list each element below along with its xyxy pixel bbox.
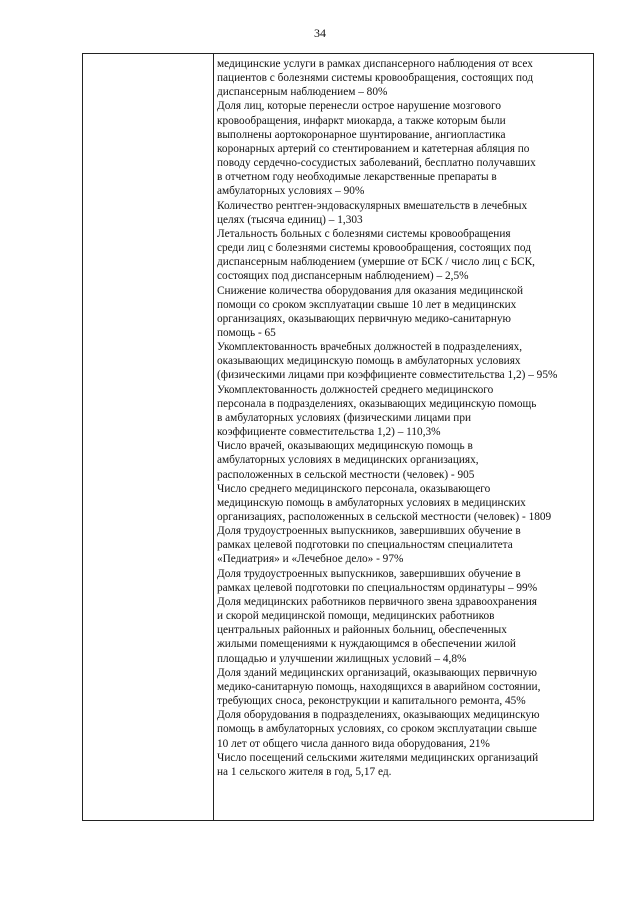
indicator-item [217,340,593,382]
indicator-line: персонала в подразделениях, оказывающих медицинскую помощь [217,397,537,410]
indicator-line: в отчетном году необходимые лекарственные препараты в [217,171,497,184]
indicator-line: Укомплектованность должностей среднего медицинского [217,383,494,396]
indicator-line: диспансерным наблюдением (умершие от БСК / число лиц с БСК, [217,256,535,269]
indicator-line: амбулаторных условиях в медицинских организациях, [217,454,479,467]
indicator-line: медико-санитарную помощь, находящихся в аварийном состоянии, [217,680,541,693]
indicator-line: оказывающих медицинскую помощь в амбулаторных условиях [217,355,521,368]
indicator-line: центральных районных и районных больниц, обеспеченных [217,624,507,637]
indicator-item [217,595,593,666]
indicator-line: помощь в амбулаторных условиях, со сроком эксплуатации свыше [217,723,537,736]
indicator-line: Число врачей, оказывающих медицинскую помощь в [217,440,473,453]
indicator-item [217,751,593,779]
indicator-line: Укомплектованность врачебных должностей в подразделениях, [217,341,523,354]
indicator-line: помощь - 65 [217,326,276,339]
indicator-line: и скорой медицинской помощи, медицинских работников [217,610,495,623]
indicator-item [217,57,593,99]
indicator-line: (физическими лицами при коэффициенте совместительства 1,2) – 95% [217,369,558,382]
indicator-line: среди лиц с болезнями системы кровообращения, состоящих под [217,242,531,255]
indicator-line: требующих сноса, реконструкции и капитального ремонта, 45% [217,695,526,708]
indicator-item [217,99,593,198]
indicator-line: целях (тысяча единиц) – 1,303 [217,213,363,226]
indicator-line: «Педиатрия» и «Лечебное дело» - 97% [217,553,404,566]
indicator-line: помощи со сроком эксплуатации свыше 10 лет в медицинских [217,298,517,311]
indicator-line: кровообращения, инфаркт миокарда, а также которым были [217,114,506,127]
indicator-line: Снижение количества оборудования для оказания медицинской [217,284,524,297]
indicator-line: выполнены аортокоронарное шунтирование, ангиопластика [217,128,506,141]
indicator-line: организациях, расположенных в сельской местности (человек) - 1809 [217,511,552,523]
indicator-line: организациях, оказывающих первичную медико-санитарную [217,312,511,325]
indicator-line: Число среднего медицинского персонала, оказывающего [217,482,491,495]
indicators-table [82,53,594,821]
indicator-line: Доля медицинских работников первичного звена здравоохранения [217,595,538,608]
indicator-line: Доля лиц, которые перенесли острое нарушение мозгового [217,100,502,113]
indicator-line: расположенных в сельской местности (человек) - 905 [217,468,475,481]
indicator-line: диспансерным наблюдением – 80% [217,86,388,99]
indicator-line: коэффициенте совместительства 1,2) – 110,3% [217,426,441,439]
indicator-line: коронарных артерий со стентированием и катетерная абляция по [217,142,530,155]
indicator-line: медицинские услуги в рамках диспансерного наблюдения от всех [217,58,533,70]
indicator-line: Доля зданий медицинских организаций, оказывающих первичную [217,666,537,679]
indicator-line: амбулаторных условиях – 90% [217,185,365,198]
indicator-item [217,708,593,750]
indicator-line: состоящих под диспансерным наблюдением) – 2,5% [217,270,469,283]
indicator-line: в амбулаторных условиях (физическими лицами при [217,411,472,424]
indicator-item [217,567,593,595]
indicator-item [217,227,593,284]
indicator-line: рамках целевой подготовки по специальностям специалитета [217,539,513,552]
indicator-line: Количество рентген-эндоваскулярных вмешательств в лечебных [217,199,528,212]
indicator-line: пациентов с болезнями системы кровообращения, состоящих под [217,72,534,85]
indicator-item [217,524,593,566]
indicator-line: жилыми помещениями к нуждающимся в обеспечении жилой [217,638,516,651]
indicator-line: поводу сердечно-сосудистых заболеваний, бесплатно получавших [217,157,536,170]
indicator-line: рамках целевой подготовки по специальностям ординатуры – 99% [217,581,538,594]
indicator-line: Доля оборудования в подразделениях, оказывающих медицинскую [217,709,540,722]
indicator-line: Число посещений сельскими жителями медицинских организаций [217,751,539,764]
table-left-cell [83,54,214,820]
indicator-item [217,383,593,440]
indicator-line: Доля трудоустроенных выпускников, завершивших обучение в [217,525,521,538]
indicator-item [217,284,593,341]
indicators-cell [214,54,593,820]
page-number: 34 [314,26,326,40]
indicator-line: на 1 сельского жителя в год, 5,17 ед. [217,765,392,778]
indicator-item [217,666,593,708]
indicator-item [217,439,593,481]
indicator-line: 10 лет от общего числа данного вида оборудования, 21% [217,737,490,750]
indicator-item [217,199,593,227]
indicator-line: медицинскую помощь в амбулаторных условиях в медицинских [217,496,526,509]
indicator-line: Летальность больных с болезнями системы кровообращения [217,227,511,240]
indicator-item [217,482,593,524]
indicator-line: Доля трудоустроенных выпускников, завершивших обучение в [217,567,521,580]
indicator-line: площадью и улучшении жилищных условий – 4,8% [217,652,467,665]
